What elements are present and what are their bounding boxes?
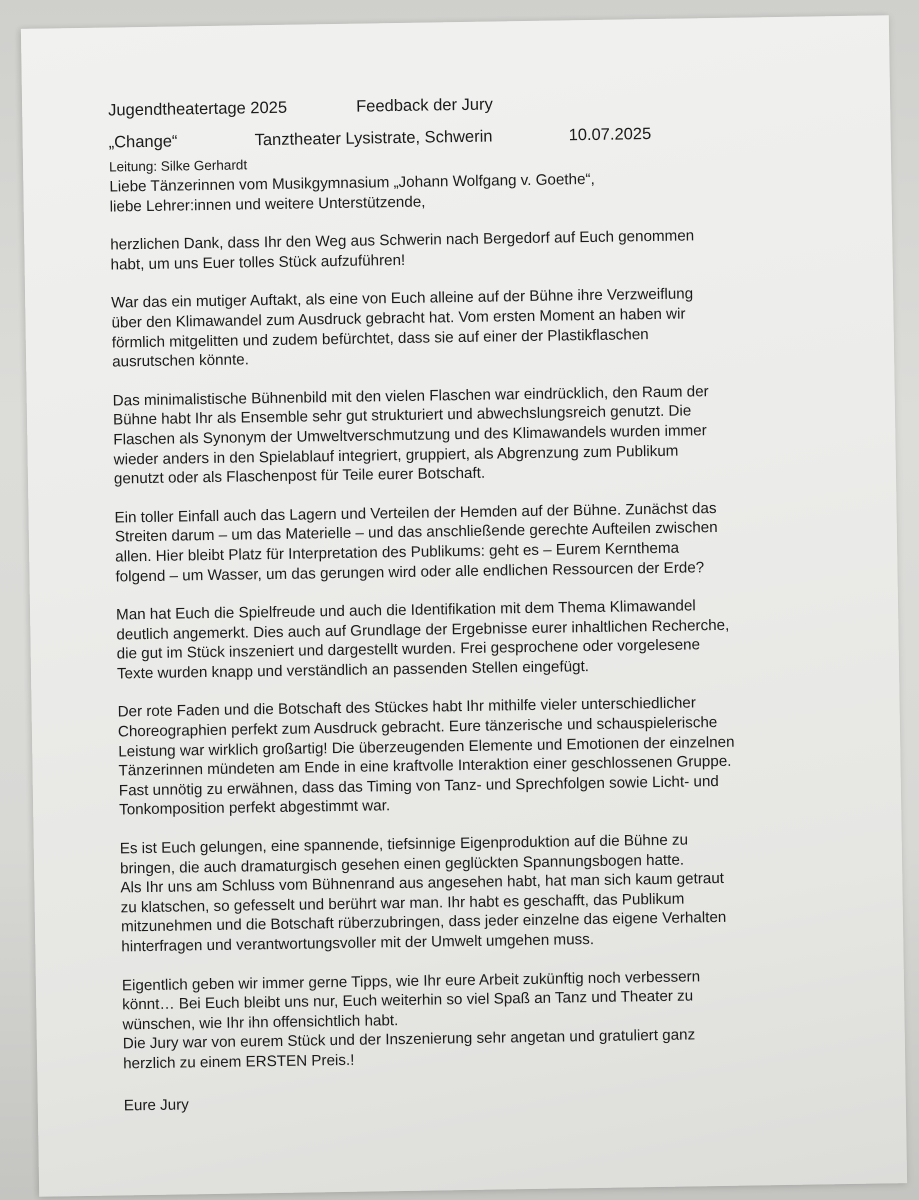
paragraph-line: Als Ihr uns am Schluss vom Bühnenrand aus angesehen habt, hat man sich kaum getraut (120, 870, 725, 897)
paragraph-line: Man hat Euch die Spielfreude und auch die Identifikation mit dem Thema Klimawandel (115, 597, 696, 624)
paragraph-line: Das minimalistische Bühnenbild mit den vielen Flaschen war eindrücklich, den Raum der (112, 382, 709, 410)
paragraph-line: wieder anders in den Spielablauf integriert, gruppiert, als Abgrenzung zum Publikum (113, 442, 679, 469)
paragraph-line: hinterfragen und verantwortungsvoller mit der Umwelt umgehen muss. (121, 931, 595, 956)
leitung-line: Leitung: Silke Gerhardt (108, 157, 248, 175)
paragraph-line: Der rote Faden und die Botschaft des Stückes habt Ihr mithilfe vieler unterschiedlicher (117, 694, 696, 721)
paragraph-line: Tänzerinnen mündeten am Ende in eine kraftvolle Interaktion einer geschlossenen Gruppe. (118, 753, 732, 780)
paragraph-line: Die Jury war von eurem Stück und der Inszenierung sehr angetan und gratuliert ganz (122, 1026, 696, 1053)
piece-title: „Change“ (108, 132, 178, 152)
paragraph-line: Es ist Euch gelungen, eine spannende, tiefsinnige Eigenproduktion auf die Bühne zu (119, 831, 689, 858)
ensemble-name: Tanztheater Lysistrate, Schwerin (254, 127, 493, 150)
paragraph-line: wünschen, wie Ihr ihn offensichtlich habt. (122, 1011, 399, 1034)
paragraph-line: Streiten darum – um das Materielle – und das anschließende gerechte Aufteilen zwischen (114, 519, 718, 546)
paragraph-line: Leistung war wirklich großartig! Die überzeugenden Elemente und Emotionen der einzelnen (118, 733, 735, 761)
paragraph-opening (111, 283, 832, 373)
paragraph-stage (113, 380, 834, 489)
paragraph-line: Ein toller Einfall auch das Lagern und Verteilen der Hemden auf der Bühne. Zunächst das (114, 499, 717, 527)
feedback-title: Feedback der Jury (356, 95, 493, 116)
paragraph-line: ausrutschen könnte. (111, 351, 250, 371)
paragraph-joy (116, 594, 837, 684)
paragraph-line: Bühne habt Ihr als Ensemble sehr gut strukturiert und abwechslungsreich genutzt. Die (112, 402, 692, 429)
paragraph-line: herzlichen Dank, dass Ihr den Weg aus Schwerin nach Bergedorf auf Euch genommen (110, 227, 695, 254)
paragraph-line: bringen, die auch dramaturgisch gesehen einen geglückten Spannungsbogen hatte. (119, 851, 685, 878)
paragraph-line: War das ein mutiger Auftakt, als eine von Euch alleine auf der Bühne ihre Verzweiflung (111, 285, 694, 312)
paragraph-success (120, 828, 842, 957)
letter-content (108, 86, 844, 1115)
event-title: Jugendtheatertage 2025 (108, 98, 288, 120)
paragraph-line: über den Klimawandel zum Ausdruck gebracht hat. Vom ersten Moment an haben wir (111, 305, 686, 332)
paragraph-thanks (110, 224, 831, 274)
paragraph-line: habt, um uns Euer tolles Stück aufzuführen! (110, 251, 406, 274)
paragraph-line: Choreographien perfekt zum Ausdruck gebracht. Eure tänzerische und schauspielerische (117, 714, 718, 741)
paragraph-line: förmlich mitgelitten und zudem befürchtet, dass sie auf einer der Plastikflaschen (111, 325, 649, 352)
paragraph-line: genutzt oder als Flaschenpost für Teile eurer Botschaft. (113, 464, 486, 488)
paragraph-line: Texte wurden knapp und verständlich an passenden Stellen eingefügt. (116, 657, 590, 683)
paragraph-line: zu klatschen, so gefesselt und berührt war man. Ihr habt es geschafft, das Publikum (120, 890, 685, 917)
paper-sheet (21, 15, 907, 1196)
paragraph-closing (122, 965, 843, 1074)
salutation-line: liebe Lehrer:innen und weitere Unterstützende, (109, 193, 426, 216)
salutation-line: Liebe Tänzerinnen vom Musikgymnasium „Johann Wolfgang v. Goethe“, (109, 170, 595, 196)
header-row-1 (108, 86, 828, 123)
signature: Eure Jury (123, 1095, 189, 1114)
paragraph-line: mitzunehmen und die Botschaft rüberzubringen, dass jeder einzelne das eigene Verhalten (120, 909, 727, 936)
paragraph-line: Fast unnötig zu erwähnen, dass das Timing von Tanz- und Sprechfolgen sowie Licht- und (118, 772, 719, 800)
paragraph-line: allen. Hier bleibt Platz für Interpretation des Publikums: geht es – Eurem Kernthema (115, 539, 680, 566)
letter-date: 10.07.2025 (568, 125, 652, 145)
paragraph-line: deutlich angemerkt. Dies auch auf Grundlage der Ergebnisse eurer inhaltlichen Recherche, (116, 616, 730, 644)
paragraph-line: könnt… Bei Euch bleibt uns nur, Euch weiterhin so viel Spaß an Tanz und Theater zu (122, 987, 694, 1014)
paragraph-line: folgend – um Wasser, um das gerungen wird oder alle endlichen Ressourcen der Erde? (115, 558, 705, 585)
paragraph-choreography (117, 692, 839, 821)
paragraph-line: herzlich zu einem ERSTEN Preis.! (123, 1051, 355, 1073)
paragraph-line: Flaschen als Synonym der Umweltverschmutzung und des Klimawandels wurden immer (113, 422, 707, 449)
paragraph-shirts (114, 497, 835, 587)
paragraph-line: die gut im Stück inszeniert und dargestellt wurden. Frei gesprochene oder vorgelesene (116, 636, 701, 663)
paragraph-line: Eigentlich geben wir immer gerne Tipps, wie Ihr eure Arbeit zukünftig noch verbessern (121, 967, 701, 995)
paragraph-line: Tonkomposition perfekt abgestimmt war. (119, 797, 391, 819)
